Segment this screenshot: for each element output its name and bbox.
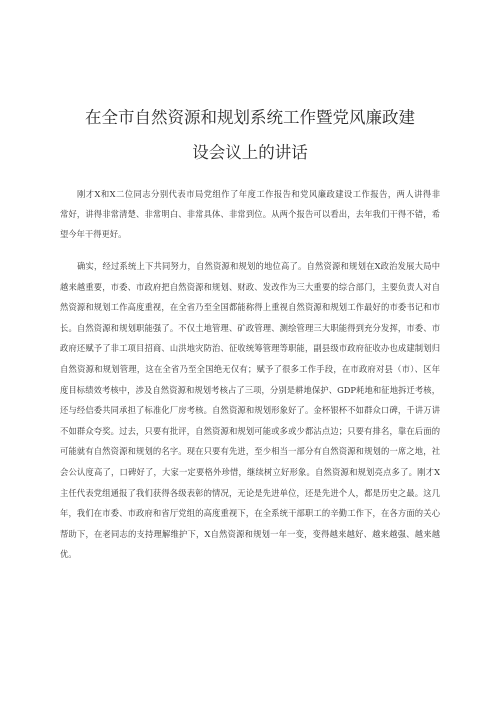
paragraph-2-line: 越来越重要，市委、市政府把自然资源和规划、财政、发改作为三大重要的综合部门，主要负责人对自 [60, 281, 440, 292]
document-title-line-1: 在全市自然资源和规划系统工作暨党风廉政建 [85, 108, 415, 127]
paragraph-2-line: 确实，经过系统上下共同努力，自然资源和规划的地位高了。自然资源和规划在X政治发展大局中 [77, 261, 440, 272]
paragraph-1 [60, 184, 440, 245]
paragraph-2-line: 度目标绩效考核中，涉及自然资源和规划考核占了三项，分别是耕地保护、GDP耗地和征地拆迁考核， [60, 384, 440, 395]
paragraph-2-line: 主任代表党组通报了我们获得各级表彰的情况，无论是先进单位，还是先进个人，都是历史之最。这几 [60, 487, 440, 498]
paragraph-2-line: 长。自然资源和规划职能强了。不仅土地管理、矿政管理、测绘管理三大职能得到充分发挥，市委、市 [60, 322, 440, 333]
document-body [60, 184, 440, 565]
paragraph-2-line: 优。 [60, 549, 77, 560]
paragraph-2-line: 会公认度高了，口碑好了，大家一定要格外珍惜，继续树立好形象。自然资源和规划亮点多了。刚才X [60, 467, 440, 478]
document-title-line-2: 设会议上的讲话 [192, 143, 308, 162]
paragraph-2-line: 帮助下，在老同志的支持理解维护下，X自然资源和规划一年一变，变得越来越好、越来越强、越来越 [60, 528, 440, 539]
paragraph-2-line: 可能就有自然资源和规划的名字。现在只要有先进，至少相当一部分有自然资源和规划的一席之地，社 [60, 446, 440, 457]
paragraph-2 [60, 256, 440, 565]
paragraph-1-line: 望今年干得更好。 [60, 229, 127, 240]
paragraph-2-line: 自然资源和规划管理，这在全省乃至全国绝无仅有；赋予了很多工作手段，在市政府对县（市）、区年 [60, 364, 440, 375]
paragraph-1-line: 刚才X和X二位同志分别代表市局党组作了年度工作报告和党风廉政建设工作报告，两人讲得非 [77, 189, 440, 199]
paragraph-2-line: 还与经信委共同承担了标准化厂房考核。自然资源和规划形象好了。金杯银杯不如群众口碑，千讲万讲 [60, 405, 440, 416]
paragraph-2-line: 政府还赋予了非工项目招商、山洪地灾防治、征收统筹管理等职能，副县级市政府征收办也成建制划归 [60, 343, 440, 354]
paragraph-1-line: 常好，讲得非常清楚、非常明白、非常具体、非常到位。从两个报告可以看出，去年我们干得不错，希 [60, 209, 440, 220]
paragraph-2-line: 不如群众夸奖。过去，只要有批评，自然资源和规划可能或多或少都沾点边；只要有排名，靠在后面的 [60, 425, 440, 436]
paragraph-2-line: 然资源和规划工作高度重视，在全省乃至全国都能称得上重视自然资源和规划工作最好的市委书记和市 [60, 302, 440, 313]
paragraph-2-line: 年，我们在市委、市政府和省厅党组的高度重视下，在全系统干部职工的辛勤工作下，在各方面的关心 [60, 508, 440, 519]
